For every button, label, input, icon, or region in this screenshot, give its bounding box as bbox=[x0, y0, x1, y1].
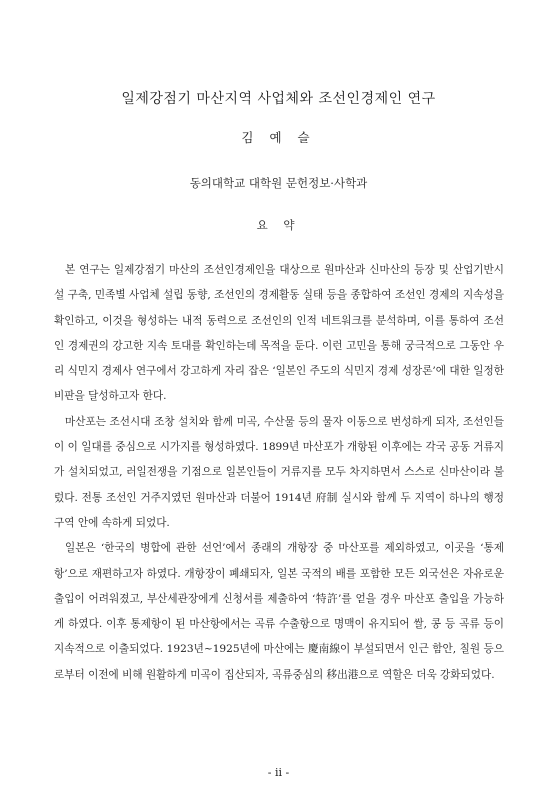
author-affiliation: 동의대학교 대학원 문헌정보·사학과 bbox=[189, 176, 368, 190]
abstract-paragraph: 본 연구는 일제강점기 마산의 조선인경제인을 대상으로 원마산과 신마산의 등장 및 산업기반시설 구축, 민족별 사업체 설립 동향, 조선인의 경제활동 실태 등을 종합하여 조선인 경제의 지속성을 확인하고, 이것을 형성하는 내적 동력으로 조선인의 인적 네트워크를 분석하며, 이를 통하여 조선인 경제권의 강고한 지속 토대를 확인하는데 목적을 둔다. 이런 고민을 통해 궁극적으로 그동안 우리 식민지 경제사 연구에서 강고하게 자리 잡은 ‘일본인 주도의 식민지 경제 성장론’에 대한 일정한 비판을 달성하고자 한다. bbox=[54, 264, 504, 403]
page-number: - ii - bbox=[267, 766, 290, 779]
abstract-paragraph: 마산포는 조선시대 조창 설치와 함께 미곡, 수산물 등의 물자 이동으로 번성하게 되자, 조선인들이 이 일대를 중심으로 시가지를 형성하였다. 1899년 마산포가 개항된 이후에는 각국 공동 거류지가 설치되었고, 러일전쟁을 기점으로 일본인들이 거류지를 모두 차지하면서 스스로 신마산이라 불렀다. 전통 조선인 거주지였던 원마산과 더불어 1914년 府制 실시와 함께 두 지역이 하나의 행정구역 안에 속하게 되었다. bbox=[54, 415, 504, 529]
abstract-heading: 요 약 bbox=[256, 218, 301, 232]
abstract-paragraph: 일본은 ‘한국의 병합에 관한 선언’에서 종래의 개항장 중 마산포를 제외하였고, 이곳을 ‘통제항’으로 재편하고자 하였다. 개항장이 폐쇄되자, 일본 국적의 배를 포함한 모든 외국선은 자유로운 출입이 어려워졌고, 부산세관장에게 신청서를 제출하여 ‘特許’를 얻을 경우 마산포 출입을 가능하게 하였다. 이후 통제항이 된 마산항에서는 곡류 수출항으로 명맥이 유지되어 쌀, 콩 등 곡류 등이 지속적으로 이출되었다. 1923년~1925년에 마산에는 慶南線이 부설되면서 인근 함안, 칠원 등으로부터 이전에 비해 원활하게 미곡이 집산되자, 곡류중심의 移出港으로 역할은 더욱 강화되었다. bbox=[54, 542, 504, 681]
paper-title: 일제강점기 마산지역 사업체와 조선인경제인 연구 bbox=[121, 91, 436, 107]
abstract-body bbox=[54, 258, 504, 688]
author-name: 김 예 슬 bbox=[241, 130, 316, 145]
